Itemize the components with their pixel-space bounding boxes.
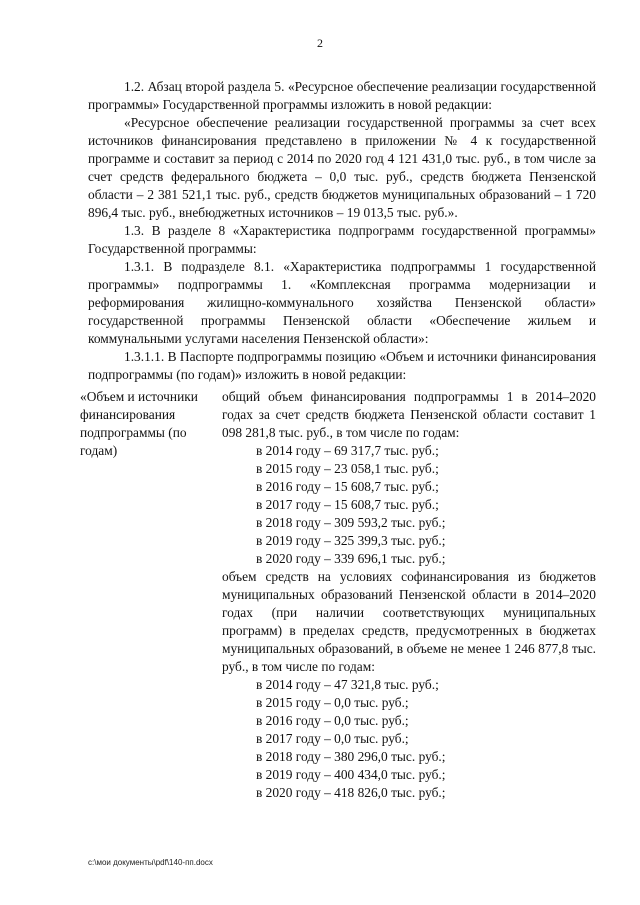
paragraph-1-3-1: 1.3.1. В подразделе 8.1. «Характеристика подпрограммы 1 государственной программы» подпрограммы 1. «Комплексная программа модернизации и реформирования жилищно-коммунального хозяйства Пензенской области» государственной программы Пензенской области «Обеспечение жильем и коммунальными услугами населения Пензенской области»:	[88, 259, 596, 346]
passport-row	[80, 388, 596, 802]
regional-year-line: в 2016 году – 15 608,7 тыс. руб.;	[256, 479, 439, 494]
municipal-year-line: в 2014 году – 47 321,8 тыс. руб.;	[256, 677, 439, 692]
passport-cofinancing: объем средств на условиях софинансирования из бюджетов муниципальных образований Пензенской области в 2014–2020 годах (при наличии соответствующих муниципальных программ) в пределах средств, предусмотренных в бюджетах муниципальных образований, в объеме не менее 1 246 877,8 тыс. руб., в том числе по годам:	[222, 569, 596, 674]
document-body	[80, 78, 596, 802]
regional-year-line: в 2017 году – 15 608,7 тыс. руб.;	[256, 497, 439, 512]
regional-year-line: в 2015 году – 23 058,1 тыс. руб.;	[256, 461, 439, 476]
paragraph-resource-quote: «Ресурсное обеспечение реализации государственной программы за счет всех источников финансирования представлено в приложении № 4 к государственной программе и составит за период с 2014 по 2020 год 4 121 431,0 тыс. руб., в том числе за счет средств федерального бюджета – 0,0 тыс. руб., средств бюджета Пензенской области – 2 381 521,1 тыс. руб., средств бюджетов муниципальных образований – 1 720 896,4 тыс. руб., внебюджетных источников – 19 013,5 тыс. руб.».	[88, 115, 596, 220]
paragraph-1-2: 1.2. Абзац второй раздела 5. «Ресурсное обеспечение реализации государственной программы» Государственной программы изложить в новой редакции:	[88, 79, 596, 112]
municipal-year-line: в 2015 году – 0,0 тыс. руб.;	[256, 695, 409, 710]
municipal-year-line: в 2017 году – 0,0 тыс. руб.;	[256, 731, 409, 746]
passport-intro: общий объем финансирования подпрограммы 1 в 2014–2020 годах за счет средств бюджета Пензенской области составит 1 098 281,8 тыс. руб., в том числе по годам:	[222, 389, 596, 440]
municipal-year-line: в 2019 году – 400 434,0 тыс. руб.;	[256, 767, 446, 782]
regional-year-line: в 2014 году – 69 317,7 тыс. руб.;	[256, 443, 439, 458]
paragraph-1-3-1-1: 1.3.1.1. В Паспорте подпрограммы позицию «Объем и источники финансирования подпрограммы (по годам)» изложить в новой редакции:	[88, 349, 596, 382]
municipal-year-line: в 2016 году – 0,0 тыс. руб.;	[256, 713, 409, 728]
footer-file-path: c:\мои документы\pdf\140-пп.docx	[88, 858, 213, 867]
regional-year-line: в 2020 году – 339 696,1 тыс. руб.;	[256, 551, 446, 566]
municipal-year-line: в 2018 году – 380 296,0 тыс. руб.;	[256, 749, 446, 764]
passport-table	[80, 388, 596, 802]
municipal-year-line: в 2020 году – 418 826,0 тыс. руб.;	[256, 785, 446, 800]
regional-year-line: в 2018 году – 309 593,2 тыс. руб.;	[256, 515, 446, 530]
passport-value	[222, 388, 596, 802]
page-number: 2	[317, 36, 323, 50]
passport-label: «Объем и источники финансирования подпрограммы (по годам)	[80, 389, 198, 458]
regional-year-line: в 2019 году – 325 399,3 тыс. руб.;	[256, 533, 446, 548]
paragraph-1-3: 1.3. В разделе 8 «Характеристика подпрограмм государственной программы» Государственной программы:	[88, 223, 596, 256]
